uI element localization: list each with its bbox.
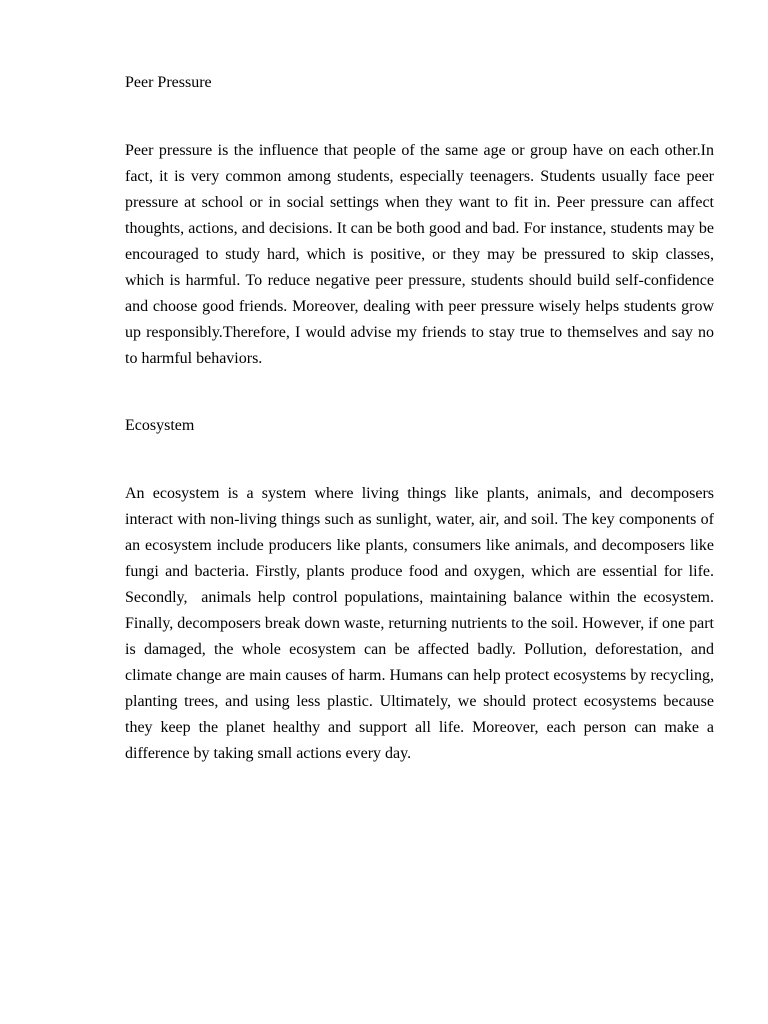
section-paragraph-peer-pressure: Peer pressure is the influence that people of the same age or group have on each other.In fact, it is very common among students, especially teenagers. Students usually face peer pressure at school or in social settings when they want to fit in. Peer pressure can affect thoughts, actions, and decisions. It can be both good and bad. For instance, students may be encouraged to study hard, which is positive, or they may be pressured to skip classes, which is harmful. To reduce negative peer pressure, students should build self-confidence and choose good friends. Moreover, dealing with peer pressure wisely helps students grow up responsibly.Therefore, I would advise my friends to stay true to themselves and say no to harmful behaviors.: [125, 142, 714, 367]
section-heading-peer-pressure: Peer Pressure: [125, 74, 212, 91]
section-paragraph-ecosystem: An ecosystem is a system where living things like plants, animals, and decomposers interact with non-living things such as sunlight, water, air, and soil. The key components of an ecosystem include producers like plants, consumers like animals, and decomposers like fungi and bacteria. Firstly, plants produce food and oxygen, which are essential for life. Secondly, animals help control populations, maintaining balance within the ecosystem. Finally, decomposers break down waste, returning nutrients to the soil. However, if one part is damaged, the whole ecosystem can be affected badly. Pollution, deforestation, and climate change are main causes of harm. Humans can help protect ecosystems by recycling, planting trees, and using less plastic. Ultimately, we should protect ecosystems because they keep the planet healthy and support all life. Moreover, each person can make a difference by taking small actions every day.: [125, 485, 718, 762]
section-heading-ecosystem: Ecosystem: [125, 417, 195, 434]
